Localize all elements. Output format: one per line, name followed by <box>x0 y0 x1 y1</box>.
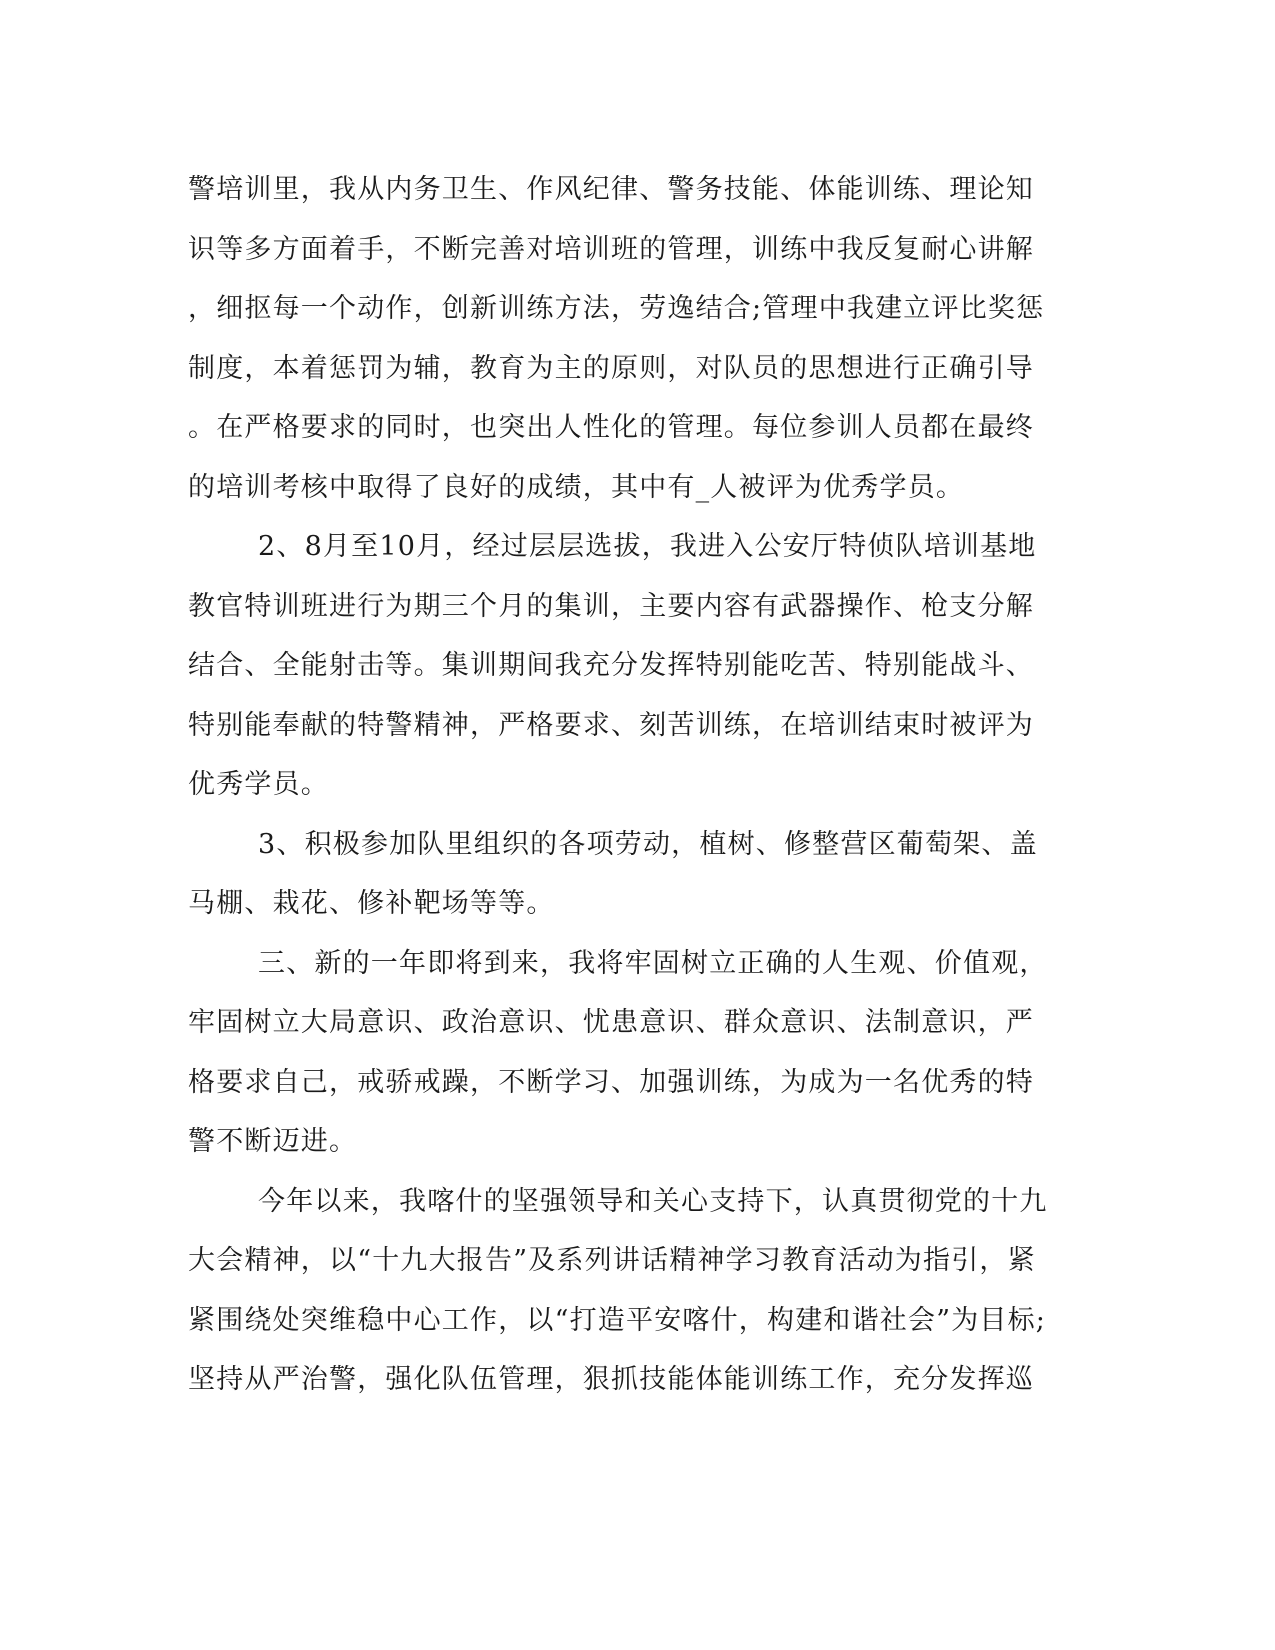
paragraph-first-line: 3、积极参加队里组织的各项劳动，植树、修整营区葡萄架、盖 <box>258 828 1038 860</box>
text-line: 格要求自己，戒骄戒躁，不断学习、加强训练，为成为一名优秀的特 <box>188 1066 1034 1098</box>
text-line: 警培训里，我从内务卫生、作风纪律、警务技能、体能训练、理论知 <box>188 174 1034 205</box>
text-line: 制度，本着惩罚为辅，教育为主的原则，对队员的思想进行正确引导 <box>188 352 1034 384</box>
text-line: 大会精神，以“十九大报告”及系列讲话精神学习教育活动为指引，紧 <box>188 1245 1036 1276</box>
text-line: 警不断迈进。 <box>188 1126 358 1157</box>
text-line: 结合、全能射击等。集训期间我充分发挥特别能吃苦、特别能战斗、 <box>188 650 1034 681</box>
text-line: 识等多方面着手，不断完善对培训班的管理，训练中我反复耐心讲解 <box>188 233 1034 265</box>
text-line: ，细抠每一个动作，创新训练方法，劳逸结合;管理中我建立评比奖惩 <box>188 293 1045 324</box>
paragraph-first-line: 今年以来，我喀什的坚强领导和关心支持下，认真贯彻党的十九 <box>258 1185 1048 1217</box>
text-line: 优秀学员。 <box>188 769 329 800</box>
text-line: 紧围绕处突维稳中心工作，以“打造平安喀什，构建和谐社会”为目标; <box>188 1304 1047 1336</box>
text-line: 特别能奉献的特警精神，严格要求、刻苦训练，在培训结束时被评为 <box>188 709 1034 741</box>
text-line: 坚持从严治警，强化队伍管理，狠抓技能体能训练工作，充分发挥巡 <box>188 1364 1034 1395</box>
paragraph-first-line: 三、新的一年即将到来，我将牢固树立正确的人生观、价值观， <box>258 947 1048 979</box>
text-line: 马棚、栽花、修补靶场等等。 <box>188 888 555 919</box>
text-line: 牢固树立大局意识、政治意识、忧患意识、群众意识、法制意识，严 <box>188 1007 1034 1038</box>
text-line: 。在严格要求的同时，也突出人性化的管理。每位参训人员都在最终 <box>188 412 1034 443</box>
text-line: 教官特训班进行为期三个月的集训，主要内容有武器操作、枪支分解 <box>188 590 1034 622</box>
document-body <box>188 160 1088 1410</box>
text-line: 的培训考核中取得了良好的成绩，其中有_人被评为优秀学员。 <box>188 471 965 503</box>
paragraph-first-line: 2、8月至10月，经过层层选拔，我进入公安厅特侦队培训基地 <box>258 531 1037 562</box>
